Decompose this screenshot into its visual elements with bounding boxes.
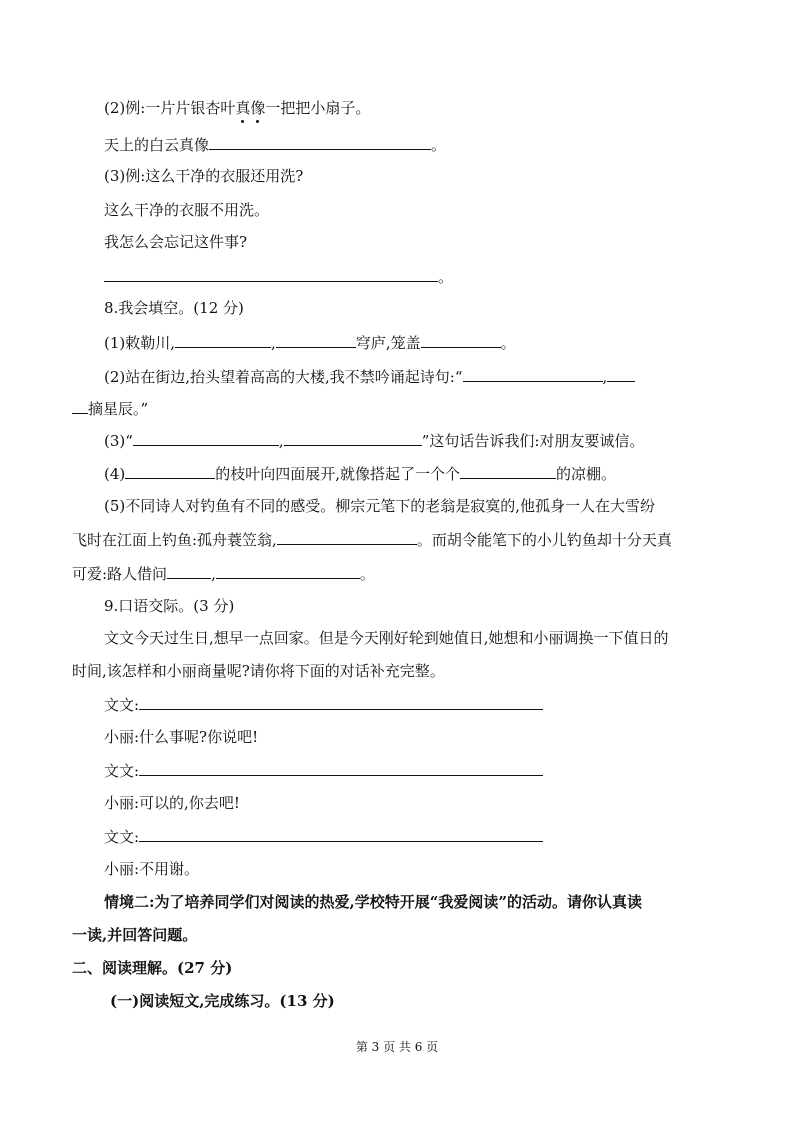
q7-example2: (2)例:一片片银杏叶真像一把把小扇子。	[104, 99, 371, 117]
answer-blank[interactable]	[277, 529, 417, 545]
answer-blank[interactable]	[284, 430, 422, 446]
section2-sub1: (一)阅读短文,完成练习。(13 分)	[110, 992, 335, 1010]
q8-item1: (1)敕勒川, , 穹庐,笼盖 。	[104, 334, 516, 352]
answer-blank[interactable]	[607, 366, 635, 382]
q7-example3-line1: (3)例:这么干净的衣服还用洗?	[104, 167, 304, 185]
q8-item5-line2: 飞时在江面上钓鱼:孤舟蓑笠翁, 。而胡令能笔下的小儿钓鱼却十分天真	[72, 531, 672, 549]
q8-item4: (4) 的枝叶向四面展开,就像搭起了一个个 的凉棚。	[104, 465, 617, 483]
answer-blank[interactable]	[139, 694, 543, 710]
answer-blank[interactable]	[125, 463, 215, 479]
q9-wenwen-2: 文文:	[104, 760, 543, 781]
answer-blank[interactable]	[139, 760, 543, 776]
answer-blank[interactable]	[216, 563, 360, 579]
answer-blank[interactable]	[139, 826, 543, 842]
scene2-line2: 一读,并回答问题。	[72, 926, 198, 944]
answer-blank[interactable]	[421, 332, 501, 348]
emphasis-dot-char: 真	[235, 99, 251, 117]
q7-example3-line2: 这么干净的衣服不用洗。	[104, 201, 270, 219]
q8-item5-line1: (5)不同诗人对钓鱼有不同的感受。柳宗元笔下的老翁是寂寞的,他孤身一人在大雪纷	[104, 497, 656, 515]
emphasis-dot-char: 像	[250, 99, 266, 117]
q8-item5-line3: 可爱:路人借问 , 。	[72, 565, 375, 583]
answer-blank[interactable]	[104, 266, 438, 282]
q8-item2-line2: 摘星辰。”	[72, 398, 148, 419]
answer-blank[interactable]	[463, 366, 603, 382]
q8-item2-line1: (2)站在街边,抬头望着高高的大楼,我不禁吟诵起诗句:“ ,	[104, 366, 635, 387]
q9-para-line1: 文文今天过生日,想早一点回家。但是今天刚好轮到她值日,她想和小丽调换一下值日的	[104, 629, 669, 647]
q9-para-line2: 时间,该怎样和小丽商量呢?请你将下面的对话补充完整。	[72, 662, 445, 680]
answer-blank[interactable]	[133, 430, 279, 446]
section2-title: 二、阅读理解。(27 分)	[72, 959, 233, 977]
scene2-line1: 情境二:为了培养同学们对阅读的热爱,学校特开展“我爱阅读”的活动。请你认真读	[104, 893, 643, 911]
q8-title: 8.我会填空。(12 分)	[104, 299, 244, 317]
answer-blank[interactable]	[276, 332, 356, 348]
answer-blank[interactable]	[209, 134, 431, 150]
answer-blank[interactable]	[175, 332, 271, 348]
answer-blank[interactable]	[72, 398, 88, 414]
answer-blank[interactable]	[460, 463, 556, 479]
q9-xiaoli-2: 小丽:可以的,你去吧!	[104, 794, 240, 812]
q9-xiaoli-1: 小丽:什么事呢?你说吧!	[104, 728, 259, 746]
q9-title: 9.口语交际。(3 分)	[104, 597, 235, 615]
q7-example2-prompt: 天上的白云真像 。	[104, 136, 447, 154]
q7-answer-line: 。	[104, 266, 453, 287]
q9-wenwen-3: 文文:	[104, 826, 543, 847]
q9-xiaoli-3: 小丽:不用谢。	[104, 860, 200, 878]
answer-blank[interactable]	[167, 563, 211, 579]
q9-wenwen-1: 文文:	[104, 694, 543, 715]
q8-item3: (3)“ , ”这句话告诉我们:对朋友要诚信。	[104, 432, 645, 450]
page-footer: 第 3 页 共 6 页	[355, 1040, 439, 1054]
q7-example3-line3: 我怎么会忘记这件事?	[104, 233, 248, 251]
